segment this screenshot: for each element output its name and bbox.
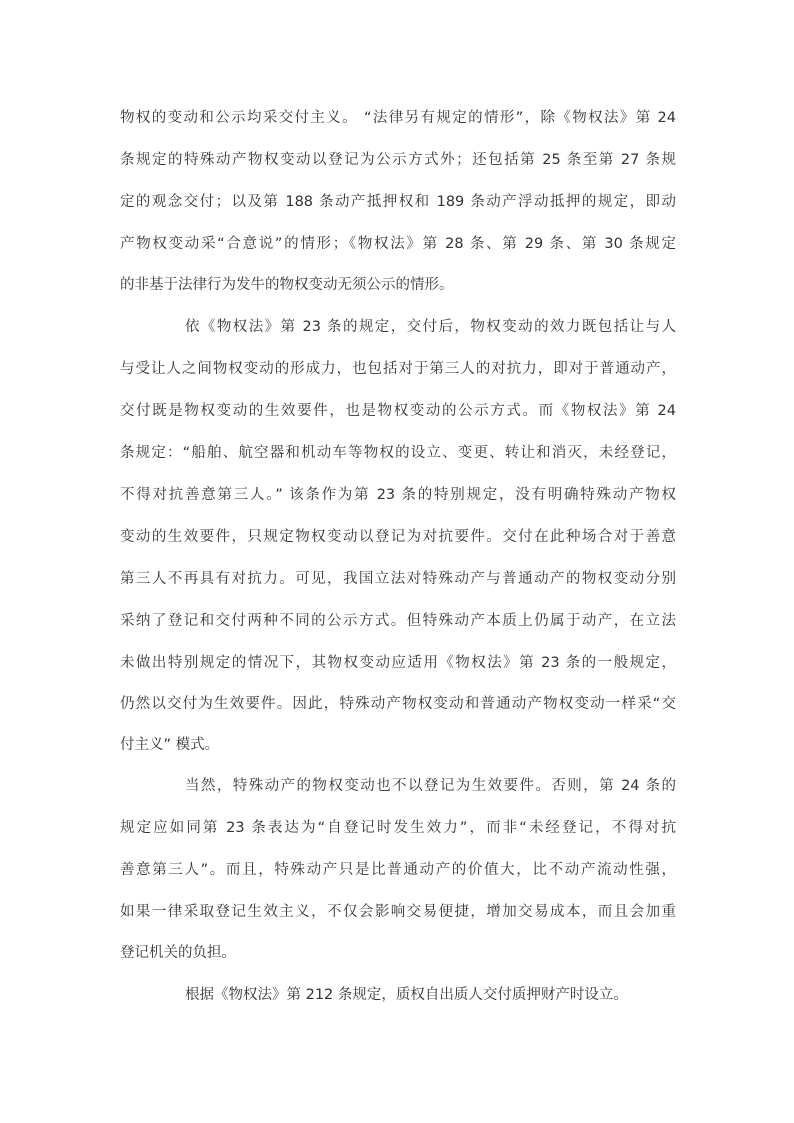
text-line: 条规定：“船舶、航空器和机动车等物权的设立、变更、转让和消灭，未经登记， bbox=[120, 445, 676, 461]
text-line: 的非基于法律行为发牛的物权变动无须公示的情形。 bbox=[120, 277, 454, 293]
text-line: 条规定的特殊动产物权变动以登记为公示方式外；还包括第 25 条至第 27 条规 bbox=[120, 152, 676, 168]
text-line: 如果一律采取登记生效主义，不仅会影响交易便捷，增加交易成本，而且会加重 bbox=[120, 904, 676, 920]
text-line: 未做出特别规定的情况下，其物权变动应适用《物权法》第 23 条的一般规定， bbox=[120, 655, 676, 671]
text-line: 不得对抗善意第三人。” 该条作为第 23 条的特别规定，没有明确特殊动产物权 bbox=[120, 487, 676, 503]
text-line: 物权的变动和公示均采交付主义。 “法律另有规定的情形”，除《物权法》第 24 bbox=[120, 110, 676, 126]
text-line: 采纳了登记和交付两种不同的公示方式。但特殊动产本质上仍属于动产，在立法 bbox=[120, 613, 676, 629]
text-line: 交付既是物权变动的生效要件，也是物权变动的公示方式。而《物权法》第 24 bbox=[120, 403, 676, 419]
text-line: 根据《物权法》第 212 条规定，质权自出质人交付质押财产时设立。 bbox=[185, 987, 628, 1003]
text-line: 定的观念交付；以及第 188 条动产抵押权和 189 条动产浮动抵押的规定，即动 bbox=[120, 194, 676, 210]
text-line: 规定应如同第 23 条表达为“自登记时发生效力”，而非“未经登记，不得对抗 bbox=[120, 820, 676, 836]
text-line: 善意第三人”。而且，特殊动产只是比普通动产的价值大，比不动产流动性强， bbox=[120, 862, 676, 878]
text-line: 付主义” 模式。 bbox=[120, 737, 220, 753]
text-line: 产物权变动采“合意说”的情形；《物权法》第 28 条、第 29 条、第 30 条规定 bbox=[120, 236, 676, 252]
text-line: 第三人不再具有对抗力。可见，我国立法对特殊动产与普通动产的物权变动分别 bbox=[120, 571, 676, 587]
text-line: 变动的生效要件，只规定物权变动以登记为对抗要件。交付在此种场合对于善意 bbox=[120, 529, 676, 545]
text-line: 登记机关的负担。 bbox=[120, 945, 236, 961]
text-line: 当然，特殊动产的物权变动也不以登记为生效要件。否则，第 24 条的 bbox=[185, 778, 676, 794]
text-line: 与受让人之间物权变动的形成力，也包括对于第三人的对抗力，即对于普通动产， bbox=[120, 361, 676, 377]
text-line: 依《物权法》第 23 条的规定，交付后，物权变动的效力既包括让与人 bbox=[185, 319, 676, 335]
text-line: 仍然以交付为生效要件。因此，特殊动产物权变动和普通动产物权变动一样采“交 bbox=[120, 696, 676, 712]
